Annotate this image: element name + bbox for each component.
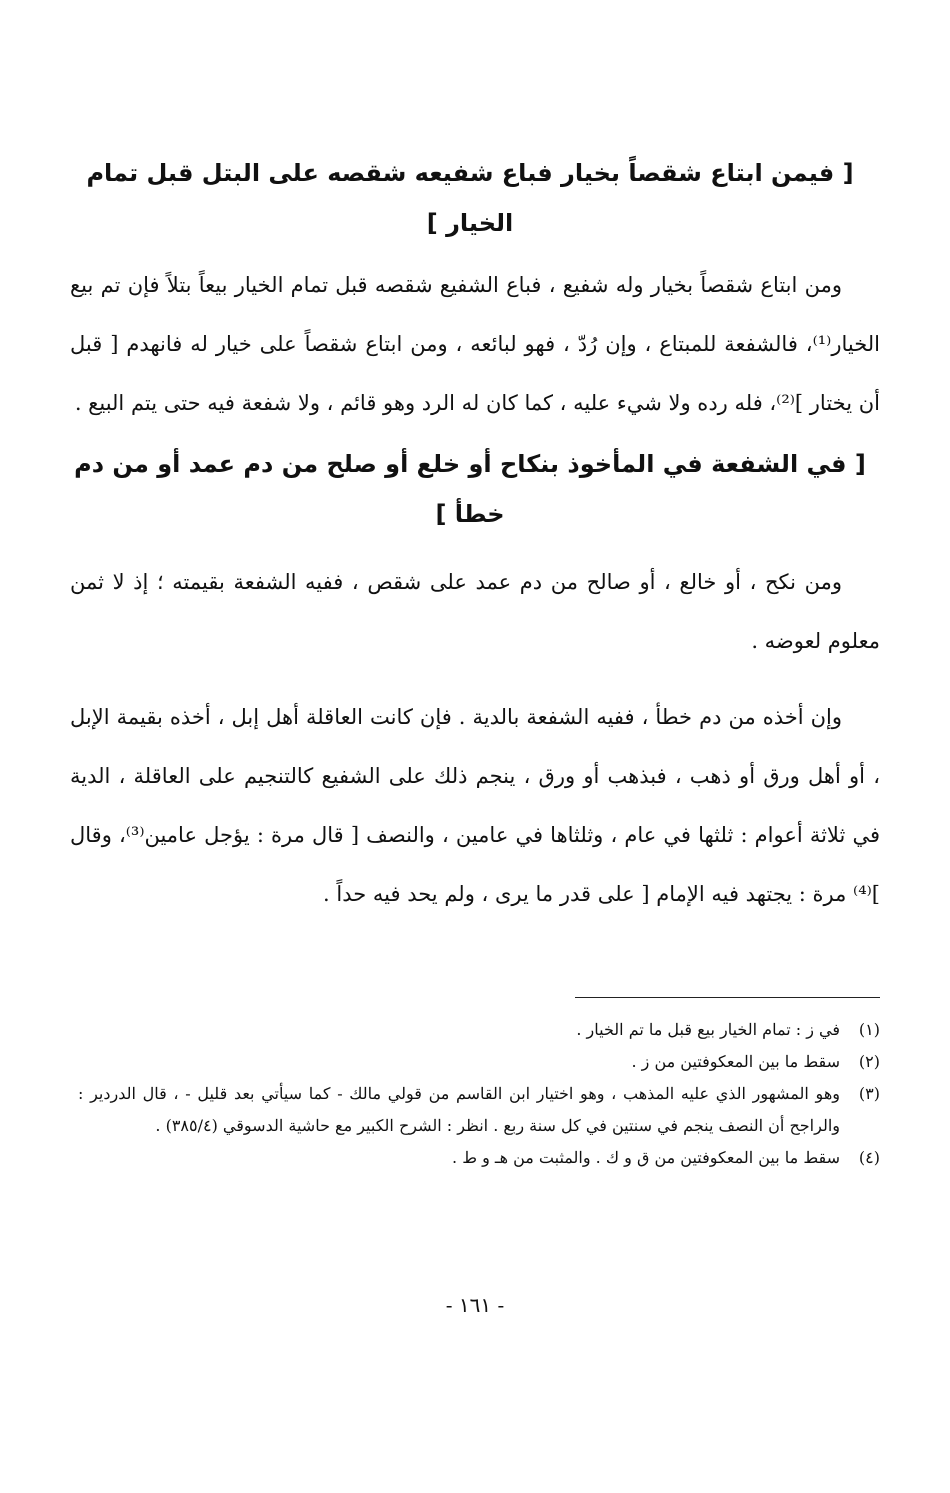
footnote-2: [78, 1046, 880, 1078]
page-number: - ١٦١ -: [445, 1293, 505, 1317]
main-text: [70, 148, 880, 924]
footnote-1: [78, 1014, 880, 1046]
footnote-number: (٣): [858, 1084, 880, 1103]
footnote-divider: [575, 997, 880, 998]
paragraph-1: ومن ابتاع شقصاً بخيار وله شفيع ، فباع الشفيع شقصه قبل تمام الخيار بيعاً بتلاً فإن تم بيع الخيار⁽¹⁾، فالشفعة للمبتاع ، وإن رُدّ ، فهو لبائعه ، ومن ابتاع شقصاً على خيار له فانهدم [ قبل أن يختار ]⁽²⁾، فله رده ولا شيء عليه ، كما كان له الرد وهو قائم ، ولا شفعة فيه حتى يتم البيع .: [70, 273, 880, 415]
footnote-4: [78, 1142, 880, 1174]
footnote-number: (٤): [858, 1148, 880, 1167]
footnotes: [78, 1014, 880, 1174]
paragraph-2: ومن نكح ، أو خالع ، أو صالح من دم عمد على شقص ، ففيه الشفعة بقيمته ؛ إذ لا ثمن معلوم لعوضه .: [70, 570, 880, 653]
footnote-text: سقط ما بين المعكوفتين من ز .: [631, 1052, 840, 1071]
footnote-text: في ز : تمام الخيار بيع قبل ما تم الخيار .: [576, 1020, 840, 1039]
section-heading-2: [ في الشفعة في المأخوذ بنكاح أو خلع أو صلح من دم عمد أو من دم خطأ ]: [74, 450, 866, 528]
footnote-text: وهو المشهور الذي عليه المذهب ، وهو اختيار ابن القاسم من قولي مالك - كما سيأتي بعد قليل - ، قال الدردير : والراجح أن النصف ينجم في سنتين في كل سنة ربع . انظر : الشرح الكبير مع حاشية الدسوقي (٣٨٥/٤) .: [78, 1084, 840, 1135]
footnote-3: [78, 1078, 880, 1142]
footnote-text: سقط ما بين المعكوفتين من ق و ك . والمثبت من هـ و ط .: [452, 1148, 840, 1167]
section-heading-1: [ فيمن ابتاع شقصاً بخيار فباع شفيعه شقصه على البتل قبل تمام الخيار ]: [86, 159, 854, 237]
paragraph-3: وإن أخذه من دم خطأ ، ففيه الشفعة بالدية . فإن كانت العاقلة أهل إبل ، أخذه بقيمة الإبل ، أو أهل ورق أو ذهب ، فبذهب أو ورق ، ينجم ذلك على الشفيع كالتنجيم على العاقلة ، الدية في ثلاثة أعوام : ثلثها في عام ، وثلثاها في عامين ، والنصف [ قال مرة : يؤجل عامين⁽³⁾، وقال ]⁽⁴⁾ مرة : يجتهد فيه الإمام [ على قدر ما يرى ، ولم يحد فيه حداً .: [70, 705, 880, 906]
footnote-number: (١): [858, 1020, 880, 1039]
footnote-number: (٢): [858, 1052, 880, 1071]
